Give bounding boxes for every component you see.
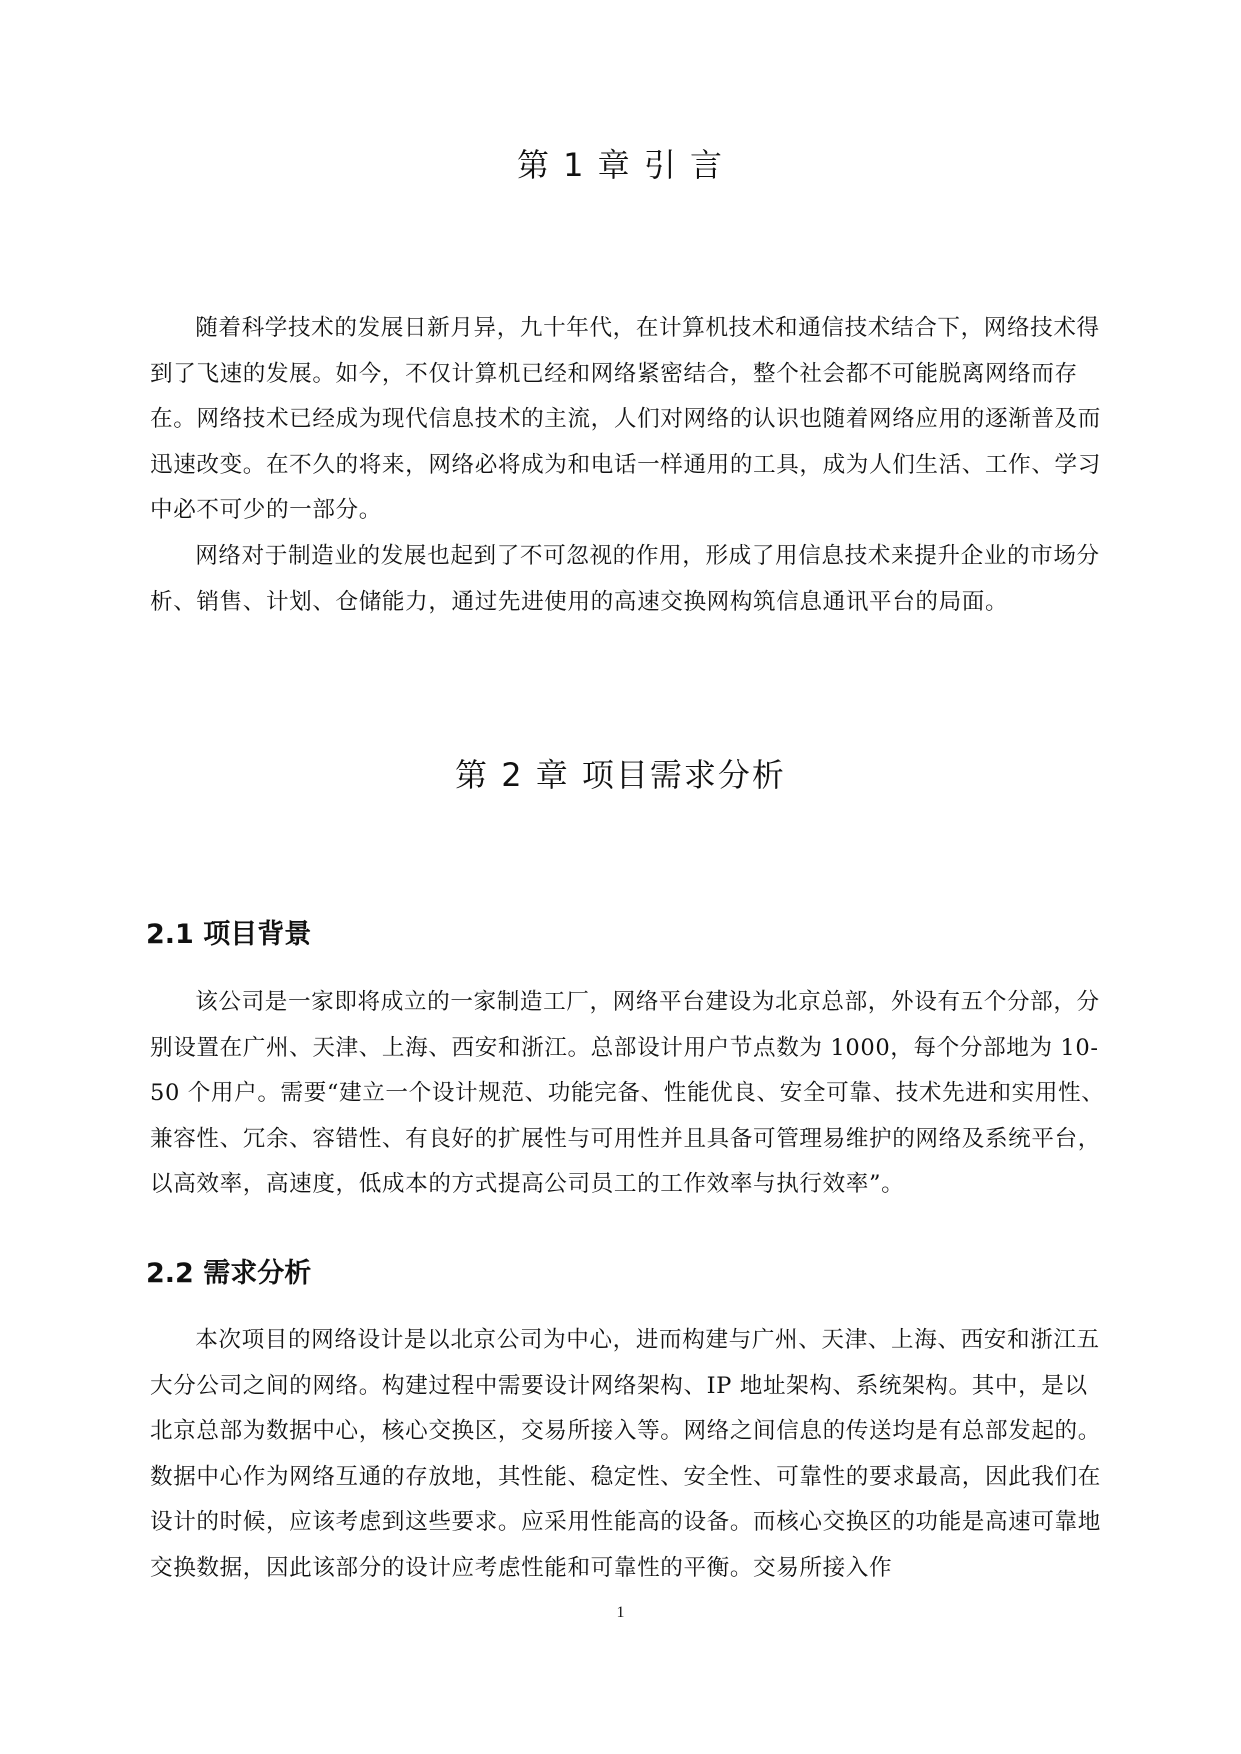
- chapter-1-title: 第 1 章 引 言: [516, 146, 725, 184]
- section-2-2-heading: 2.2 需求分析: [146, 1258, 312, 1289]
- page-number: 1: [616, 1604, 625, 1621]
- chapter-1-paragraph-1: 随着科学技术的发展日新月异，九十年代，在计算机技术和通信技术结合下，网络技术得到了飞速的发展。如今，不仅计算机已经和网络紧密结合，整个社会都不可能脱离网络而存在。网络技术已经成为现代信息技术的主流，人们对网络的认识也随着网络应用的逐渐普及而迅速改变。在不久的将来，网络必将成为和电话一样通用的工具，成为人们生活、工作、学习中必不可少的一部分。: [150, 315, 1101, 523]
- chapter-1-paragraph-2: 网络对于制造业的发展也起到了不可忽视的作用，形成了用信息技术来提升企业的市场分析、销售、计划、仓储能力，通过先进使用的高速交换网构筑信息通讯平台的局面。: [150, 543, 1100, 615]
- section-2-1-heading: 2.1 项目背景: [146, 919, 312, 950]
- chapter-2-title: 第 2 章 项目需求分析: [455, 756, 786, 794]
- section-2-2-paragraph: 本次项目的网络设计是以北京公司为中心，进而构建与广州、天津、上海、西安和浙江五大分公司之间的网络。构建过程中需要设计网络架构、IP 地址架构、系统架构。其中，是以北京总部为数据中心，核心交换区，交易所接入等。网络之间信息的传送均是有总部发起的。数据中心作为网络互通的存放地，其性能、稳定性、安全性、可靠性的要求最高，因此我们在设计的时候，应该考虑到这些要求。应采用性能高的设备。而核心交换区的功能是高速可靠地交换数据，因此该部分的设计应考虑性能和可靠性的平衡。交易所接入作: [150, 1327, 1101, 1581]
- section-2-1-paragraph: 该公司是一家即将成立的一家制造工厂，网络平台建设为北京总部，外设有五个分部，分别设置在广州、天津、上海、西安和浙江。总部设计用户节点数为 1000，每个分部地为 10-50 个用户。需要“建立一个设计规范、功能完备、性能优良、安全可靠、技术先进和实用性、兼容性、冗余、容错性、有良好的扩展性与可用性并且具备可管理易维护的网络及系统平台，以高效率，高速度，低成本的方式提高公司员工的工作效率与执行效率”。: [150, 989, 1105, 1197]
